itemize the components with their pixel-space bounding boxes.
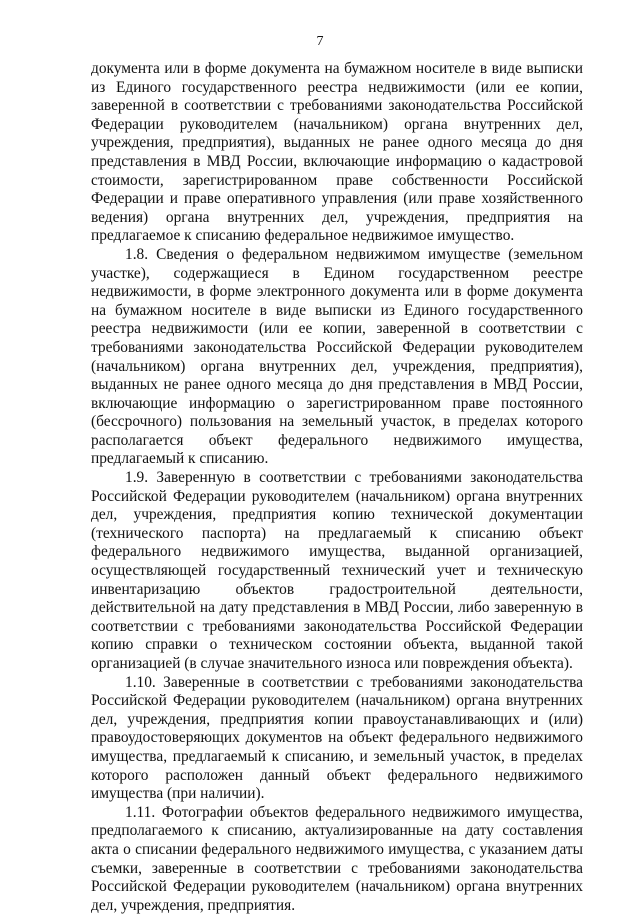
paragraph-1-10: 1.10. Заверенные в соответствии с требованиями законодательства Российской Федерации руководителем (начальником) органа внутренних дел, учреждения, предприятия копии правоустанавливающих и (или) правоудостоверяющих документов на объект федерального недвижимого имущества, предлагаемый к списанию, и земельный участок, в пределах которого расположен данный объект федерального недвижимого имущества (при наличии).: [91, 673, 583, 803]
paragraph-continuation: документа или в форме документа на бумажном носителе в виде выписки из Единого государственного реестра недвижимости (или ее копии, заверенной в соответствии с требованиями законодательства Российской Федерации руководителем (начальником) органа внутренних дел, учреждения, предприятия), выданных не ранее одного месяца до дня представления в МВД России, включающие информацию о кадастровой стоимости, зарегистрированном праве собственности Российской Федерации и праве оперативного управления (или праве хозяйственного ведения) органа внутренних дел, учреждения, предприятия на предлагаемое к списанию федеральное недвижимое имущество.: [91, 60, 583, 245]
paragraph-1-9: 1.9. Заверенную в соответствии с требованиями законодательства Российской Федерации руководителем (начальником) органа внутренних дел, учреждения, предприятия копию технической документации (технического паспорта) на предлагаемый к списанию объект федерального недвижимого имущества, выданной организацией, осуществляющей государственный технический учет и техническую инвентаризацию объектов градостроительной деятельности, действительной на дату представления в МВД России, либо заверенную в соответствии с требованиями законодательства Российской Федерации копию справки о техническом состоянии объекта, выданной такой организацией (в случае значительного износа или повреждения объекта).: [91, 469, 583, 672]
page-number: 7: [316, 34, 324, 49]
paragraph-1-11: 1.11. Фотографии объектов федерального недвижимого имущества, предполагаемого к списанию, актуализированные на дату составления акта о списании федерального недвижимого имущества, с указанием даты съемки, заверенные в соответствии с требованиями законодательства Российской Федерации руководителем (начальником) органа внутренних дел, учреждения, предприятия.: [91, 803, 583, 914]
paragraph-1-8: 1.8. Сведения о федеральном недвижимом имуществе (земельном участке), содержащиеся в Едином государственном реестре недвижимости, в форме электронного документа или в форме документа на бумажном носителе в виде выписки из Единого государственного реестра недвижимости (или ее копии, заверенной в соответствии с требованиями законодательства Российской Федерации руководителем (начальником) органа внутренних дел, учреждения, предприятия), выданных не ранее одного месяца до дня представления в МВД России, включающие информацию о зарегистрированном праве постоянного (бессрочного) пользования на земельный участок, в пределах которого располагается объект федерального недвижимого имущества, предлагаемый к списанию.: [91, 245, 583, 468]
document-body: [91, 60, 583, 915]
